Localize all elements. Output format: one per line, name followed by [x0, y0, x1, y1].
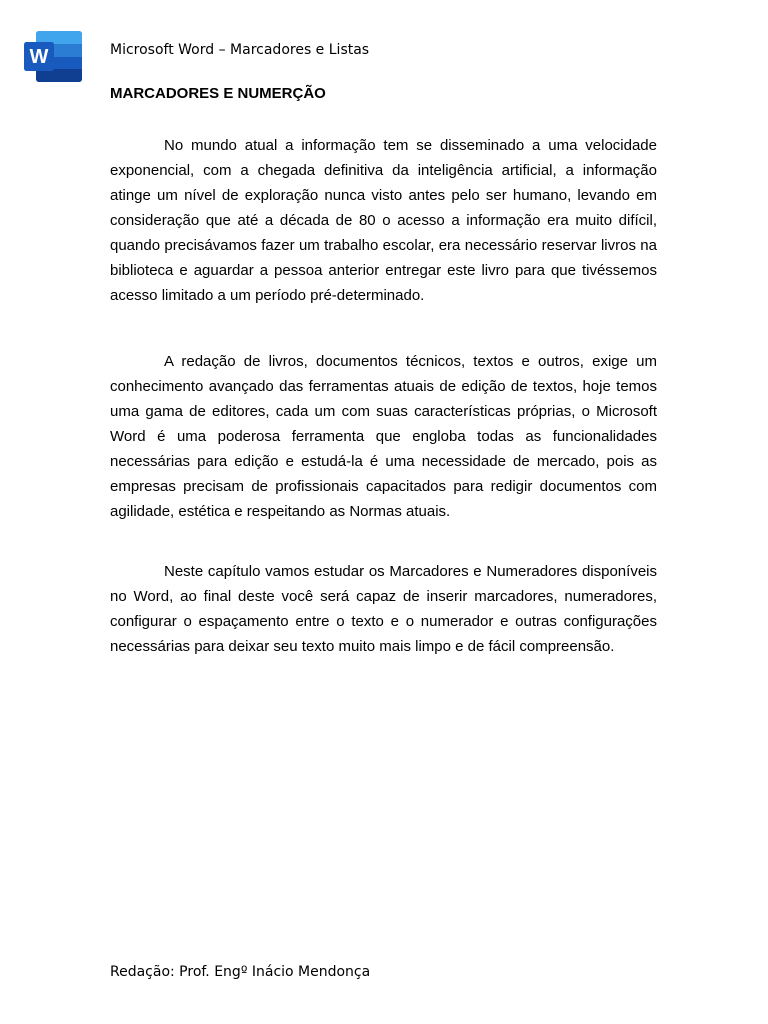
body-paragraph-3: Neste capítulo vamos estudar os Marcadores e Numeradores disponíveis no Word, ao final deste você será capaz de inserir marcadores, numeradores, configurar o espaçamento entre o texto e o numerador e outras configurações necessárias para deixar seu texto muito mais limpo e de fácil compreensão.	[110, 563, 657, 655]
section-title: MARCADORES E NUMERÇÃO	[110, 85, 326, 102]
header-title: Microsoft Word – Marcadores e Listas	[110, 42, 370, 58]
body-paragraph-1: No mundo atual a informação tem se disseminado a uma velocidade exponencial, com a chegada definitiva da inteligência artificial, a informação atinge um nível de exploração nunca visto antes pelo ser humano, levando em consideração que até a década de 80 o acesso a informação era muito difícil, quando precisávamos fazer um trabalho escolar, era necessário reservar livros na biblioteca e aguardar a pessoa anterior entregar este livro para que tivéssemos acesso limitado a um período pré-determinado.	[110, 137, 657, 304]
footer-author: Redação: Prof. Engº Inácio Mendonça	[110, 964, 371, 980]
word-logo-letter: W	[29, 46, 49, 68]
body-paragraph-2: A redação de livros, documentos técnicos, textos e outros, exige um conhecimento avançado das ferramentas atuais de edição de textos, hoje temos uma gama de editores, cada um com suas características próprias, o Microsoft Word é uma poderosa ferramenta que engloba todas as funcionalidades necessárias para edição e estudá-la é uma necessidade de mercado, pois as empresas precisam de profissionais capacitados para redigir documentos com agilidade, estética e respeitando as Normas atuais.	[110, 353, 657, 520]
word-logo-icon	[24, 31, 82, 82]
